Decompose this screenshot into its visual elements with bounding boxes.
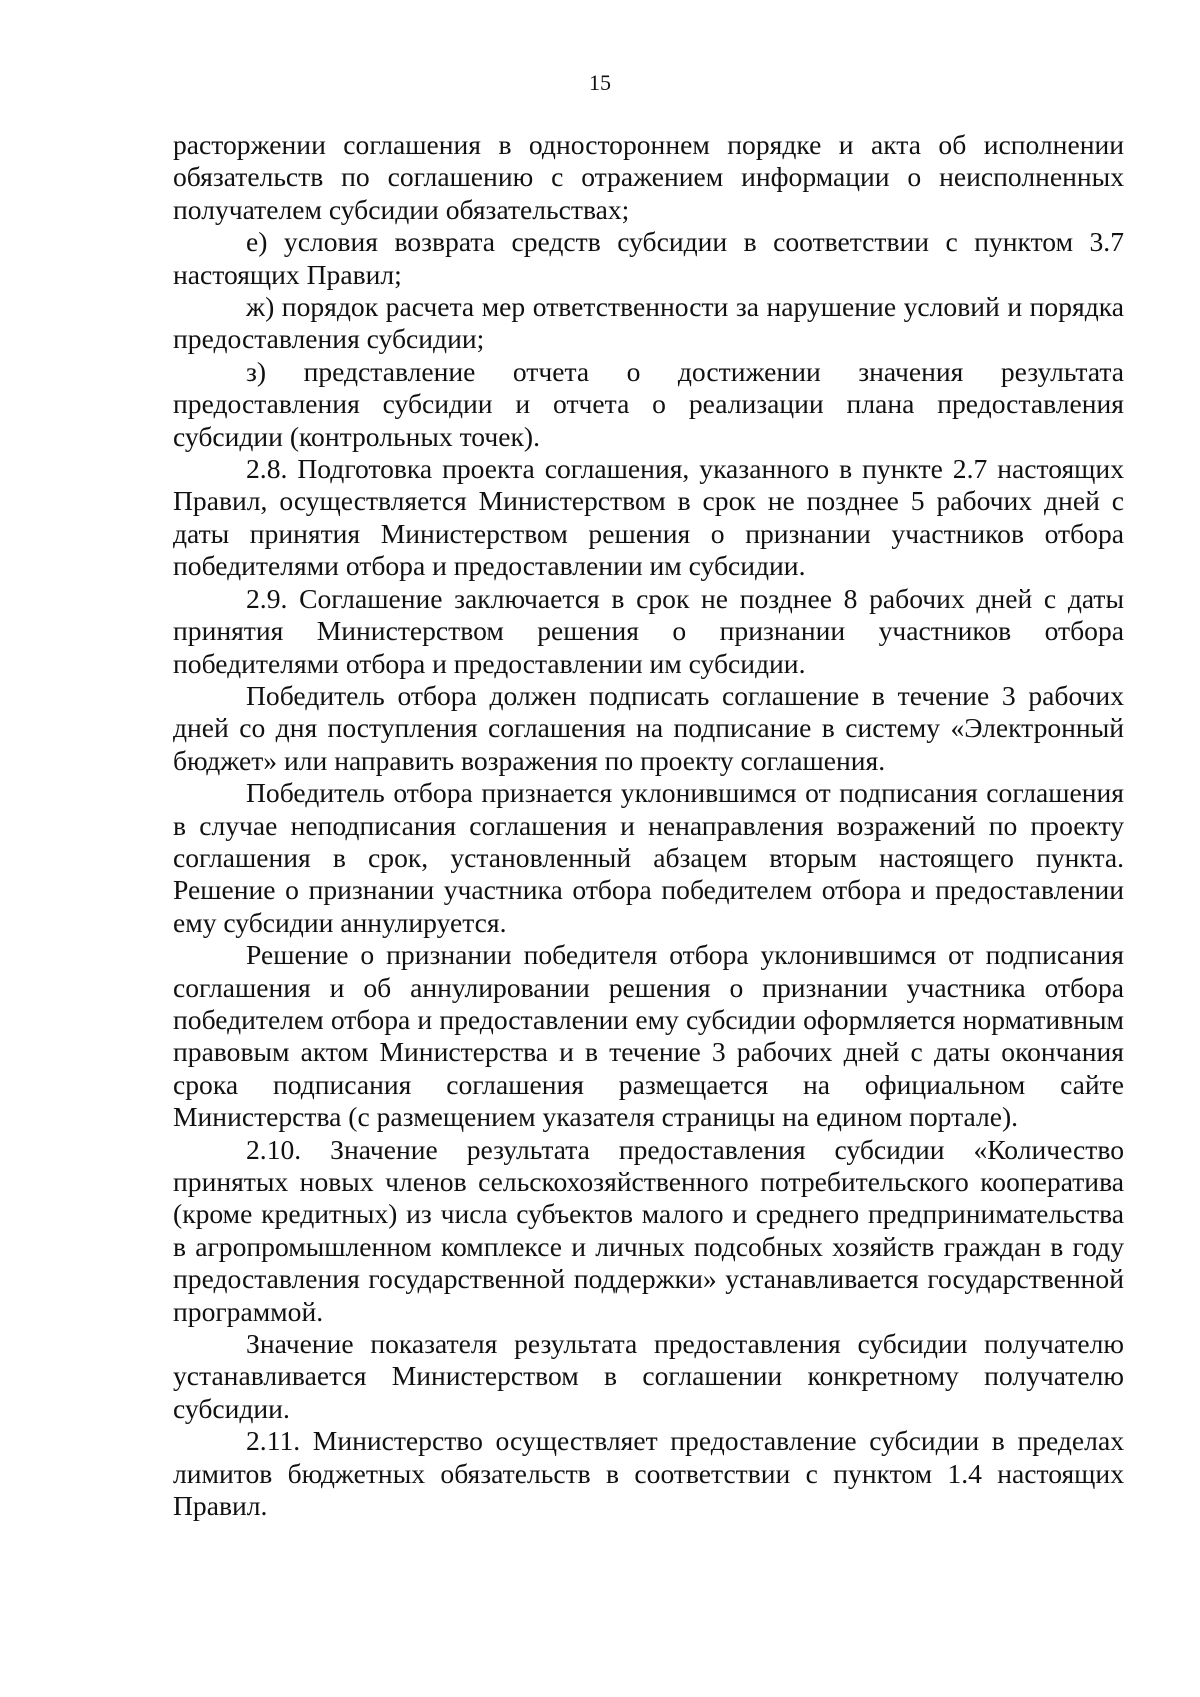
paragraph-2-8: 2.8. Подготовка проекта соглашения, указанного в пункте 2.7 настоящих Правил, осуществляется Министерством в срок не позднее 5 рабочих дней с даты принятия Министерством решения о признании участников отбора победителями отбора и предоставлении им субсидии. (173, 453, 1124, 582)
paragraph-evasion-decision: Решение о признании победителя отбора уклонившимся от подписания соглашения и об аннулировании решения о признании участника отбора победителем отбора и предоставлении ему субсидии оформляется нормативным правовым актом Министерства и в течение 3 рабочих дней с даты окончания срока подписания соглашения размещается на официальном сайте Министерства (с размещением указателя страницы на едином портале). (173, 939, 1124, 1133)
paragraph-item-e: е) условия возврата средств субсидии в соответствии с пунктом 3.7 настоящих Правил; (173, 226, 1124, 290)
paragraph-2-9: 2.9. Соглашение заключается в срок не позднее 8 рабочих дней с даты принятия Министерством решения о признании участников отбора победителями отбора и предоставлении им субсидии. (173, 582, 1124, 679)
paragraph-2-11: 2.11. Министерство осуществляет предоставление субсидии в пределах лимитов бюджетных обязательств в соответствии с пунктом 1.4 настоящих Правил. (173, 1425, 1124, 1522)
paragraph-item-z: з) представление отчета о достижении значения результата предоставления субсидии и отчета о реализации плана предоставления субсидии (контрольных точек). (173, 355, 1124, 452)
paragraph-signing-deadline: Победитель отбора должен подписать соглашение в течение 3 рабочих дней со дня поступления соглашения на подписание в систему «Электронный бюджет» или направить возражения по проекту соглашения. (173, 679, 1124, 776)
paragraph-indicator-value: Значение показателя результата предоставления субсидии получателю устанавливается Министерством в соглашении конкретному получателю субсидии. (173, 1328, 1124, 1424)
page-number: 15 (589, 70, 611, 95)
paragraph-item-zh: ж) порядок расчета мер ответственности за нарушение условий и порядка предоставления субсидии; (173, 291, 1124, 355)
paragraph-continuation: расторжении соглашения в одностороннем порядке и акта об исполнении обязательств по соглашению с отражением информации о неисполненных получателем субсидии обязательствах; (173, 129, 1124, 225)
paragraph-evasion: Победитель отбора признается уклонившимся от подписания соглашения в случае неподписания соглашения и ненаправления возражений по проекту соглашения в срок, установленный абзацем вторым настоящего пункта. Решение о признании участника отбора победителем отбора и предоставлении ему субсидии аннулируется. (173, 777, 1124, 938)
document-body (173, 129, 1124, 1522)
paragraph-2-10: 2.10. Значение результата предоставления субсидии «Количество принятых новых членов сельскохозяйственного потребительского кооператива (кроме кредитных) из числа субъектов малого и среднего предпринимательства в агропромышленном комплексе и личных подсобных хозяйств граждан в году предоставления государственной поддержки» устанавливается государственной программой. (173, 1133, 1124, 1327)
